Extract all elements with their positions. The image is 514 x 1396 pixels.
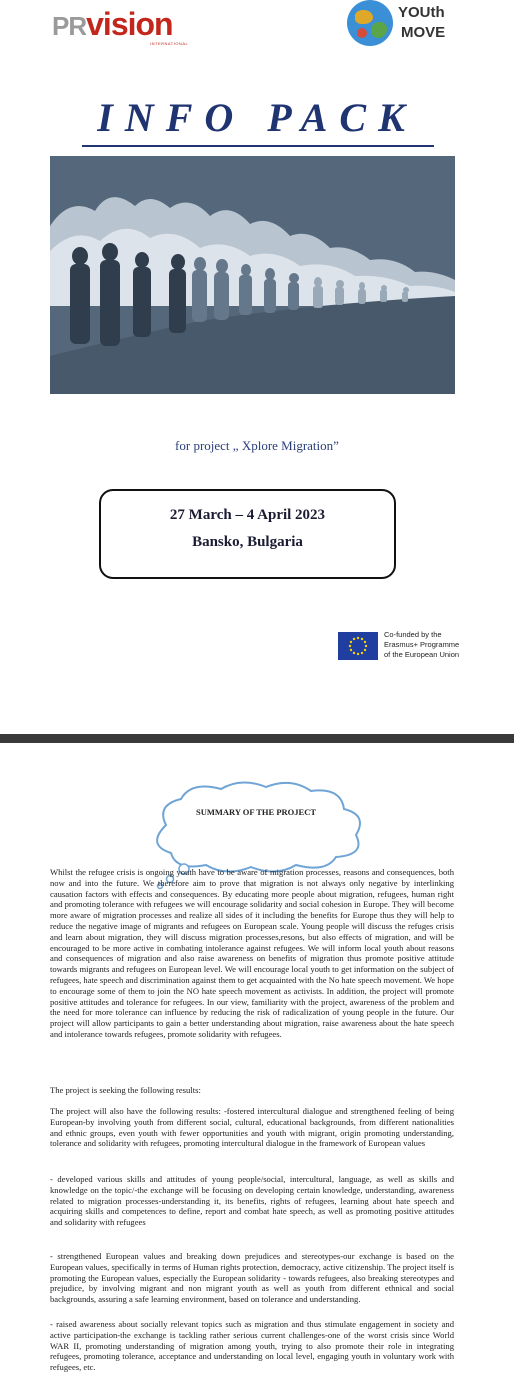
globe-icon: [347, 0, 393, 46]
summary-paragraph-4: - developed various skills and attitudes of young people/social, intercultural, language, as well as skills and knowledge on the topic/-the exchange will be focusing on developing certain knowledge, understanding, awareness related to migration processes-understanding it, its benefits, rights of refugees, learning about hate speech and acquiring skills and competences to define, report and combat hate speech, as well as promoting positive attitudes and solidarity with refugees: [50, 1174, 454, 1228]
youth-move-logo: [343, 0, 453, 52]
migration-crowd-image: [50, 156, 455, 394]
eu-cofunded-label: [384, 630, 459, 660]
summary-paragraph-1: Whilst the refugee crisis is ongoing youth have to be aware of migration processes, reasons and consequences, both now and into the future. We therefore aim to prove that migration is not always only negative by interlinking causation factors with effects and consequences. By educating more people about migration, refugees, human right and promoting tolerance with refugees we will encourage solidarity and social cohesion in Europe. They will become more aware of migration processes and realize all sides of it including the benefits for Europe thus they will help to reduce the negative image of migrants and refugees on European scale. Young people will discuss the refuges crisis and learn about migration, they will discuss migration processes,resons, but also effects of migration, and will be encouraged to be more active in combating intolerance against refugees. We will inform local youth about reasons and consequences of migration and also raise awareness on benefits of migration thus promote positive attitude towards migrants and refugees on European level. We will encourage local youth to get information on the subject of refugees, hate speech and discrimination against them to get acquainted with the No hate speech movement. We hope to encourage some of them to join the NO hate speech movement as activists. In addition, the project will promote positive attitudes and tolerance for refugees. In our view, familiarity with the project, awareness of the problem and the need for more tolerance can influence by reducing the risk of radicalization of young people in the future. Our project will allow participants to gain a better understanding about migration, raise awareness about the hate speech and intolerance towards refugees, promote solidarity with refugees.: [50, 867, 454, 1039]
summary-heading: SUMMARY OF THE PROJECT: [195, 807, 317, 817]
eu-flag-icon: [338, 632, 378, 660]
youth-move-logo-line2: MOVE: [401, 24, 446, 41]
eu-line-1: Co-funded by the: [384, 630, 442, 639]
event-info-box: [99, 489, 396, 579]
page-separator: [0, 734, 514, 743]
event-dates: 27 March – 4 April 2023: [169, 507, 326, 523]
provision-logo-prefix: PR: [52, 11, 87, 41]
project-subtitle: for project „ Xplore Migration”: [175, 438, 339, 453]
summary-page: [0, 743, 514, 1396]
summary-paragraph-3: The project will also have the following results: -fostered intercultural dialogue and strengthened feeling of being European-by involving youth from different social, cultural, educational backgrounds, from different nationalities and ethnic groups, even youth with fewer opportunities and youth with migrant, origin promoting understanding, tolerance and solidarity with refugees, promoting intercultural dialogue in the framework of European values: [50, 1106, 454, 1149]
page-title: INFO PACK: [97, 95, 417, 140]
title-underline: [82, 145, 434, 147]
eu-line-3: of the European Union: [384, 650, 460, 659]
event-location: Bansko, Bulgaria: [192, 534, 303, 550]
summary-paragraph-5: - strengthened European values and breaking down prejudices and stereotypes-our exchange is based on the European values, specifically in terms of Human rights protection, democracy, active citizenship. The project itself is promoting the European values, especially the European solidarity - towards refugees, also breaking stereotypes and prejudice, by involving migrant and non migrant youth as well as youth from different ethnical and social backgrounds, assuring a safe learning environment, based on tolerance and understanding.: [50, 1251, 454, 1305]
summary-paragraph-6: - raised awareness about socially relevant topics such as migration and thus stimulate engagement in society and active participation-the exchange is tackling rather serious current challenges-one of the worst crisis since World WAR II, promoting understanding of migration among youth, trying to also promote their role in integrating refugees, promoting tolerance, acceptance and understanding on local level, engaging youth in voluntary work with refugees, etc.: [50, 1319, 454, 1373]
provision-logo: [52, 6, 212, 50]
summary-paragraph-2: The project is seeking the following results:: [50, 1085, 201, 1095]
youth-move-logo-line1: YOUth: [398, 4, 445, 21]
provision-logo-main: vision: [86, 6, 173, 42]
provision-logo-sub: INTERNATIONAL: [150, 41, 189, 46]
crowd-illustration: [50, 156, 455, 394]
eu-line-2: Erasmus+ Programme: [384, 640, 460, 649]
